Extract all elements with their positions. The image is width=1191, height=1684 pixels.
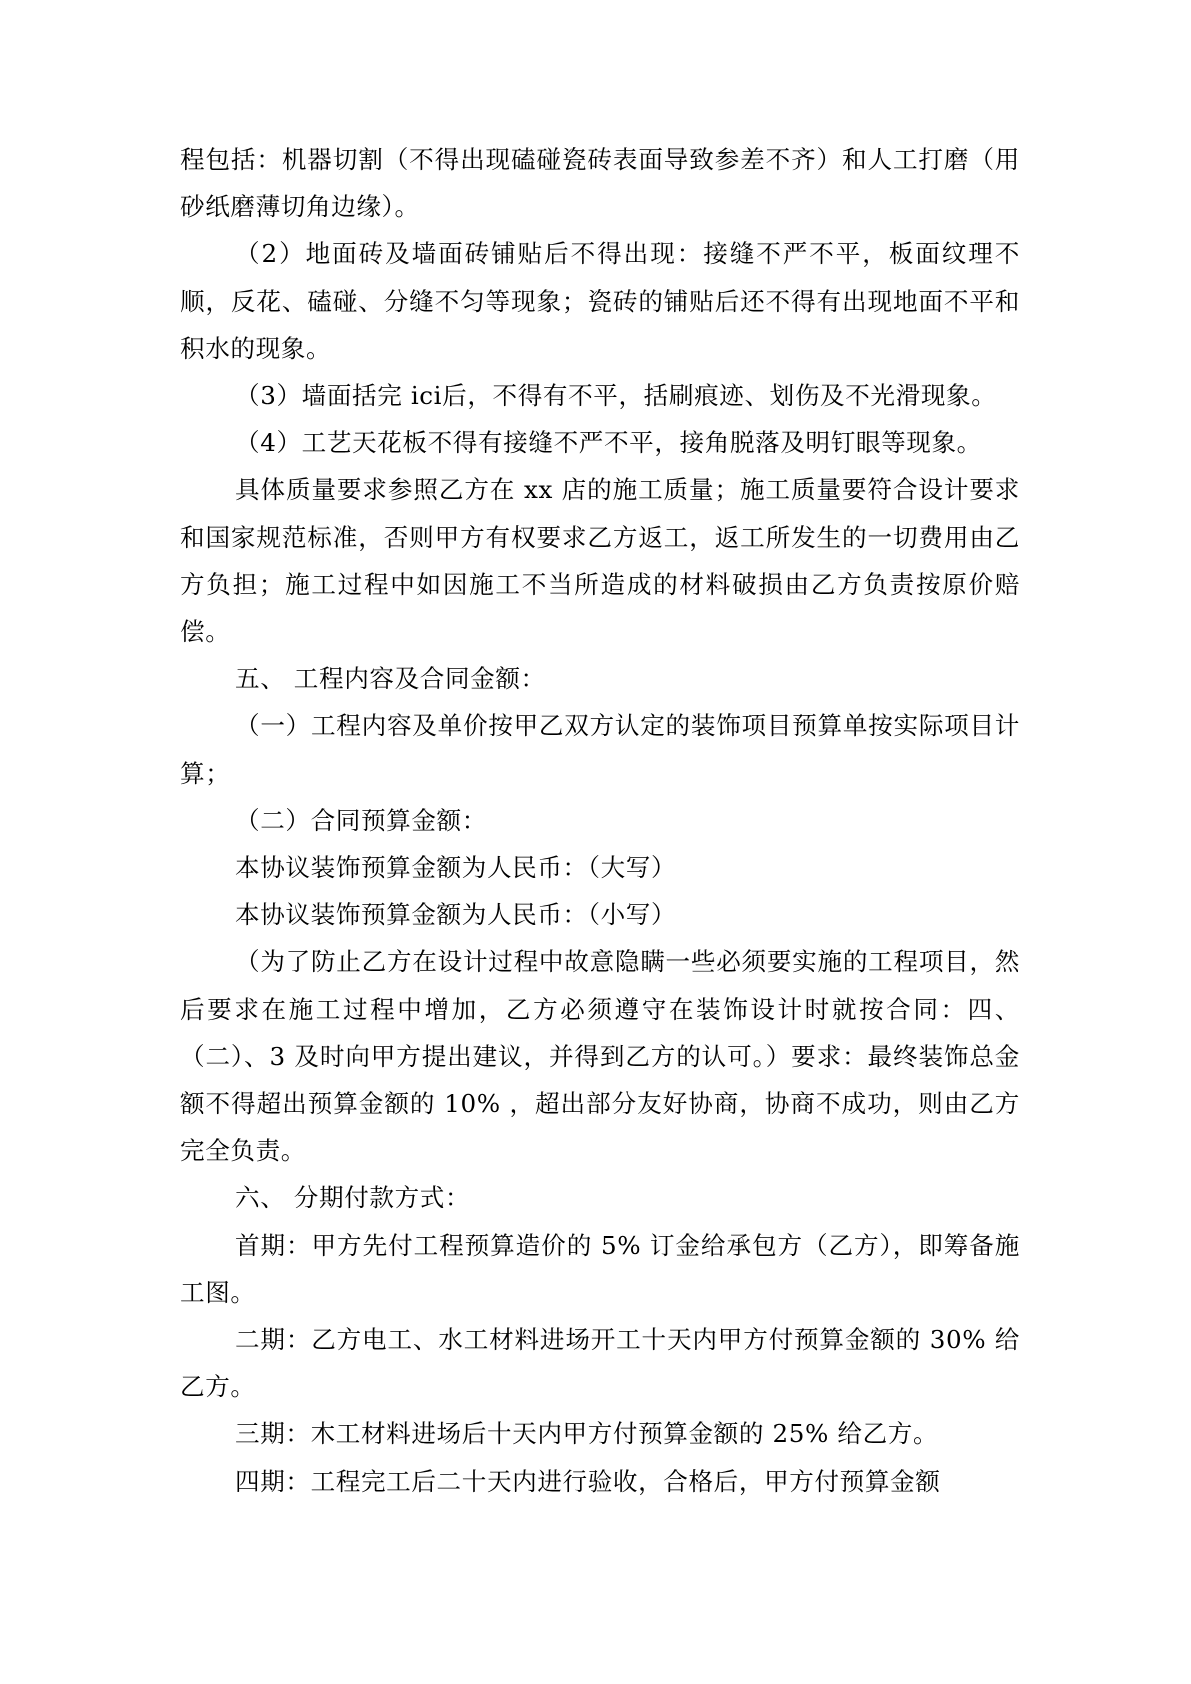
section-heading: 五、 工程内容及合同金额：: [235, 664, 546, 694]
paragraph: （4）工艺天花板不得有接缝不严不平，接角脱落及明钉眼等现象。: [235, 428, 982, 458]
paragraph: 程包括：机器切割（不得出现磕碰瓷砖表面导致参差不齐）和人工打磨（用砂纸磨薄切角边缘）。: [180, 145, 1020, 222]
paragraph: （一）工程内容及单价按甲乙双方认定的装饰项目预算单按实际项目计算；: [180, 711, 1020, 788]
paragraph: 本协议装饰预算金额为人民币：（大写）: [235, 853, 677, 883]
paragraph: 三期：木工材料进场后十天内甲方付预算金额的 25% 给乙方。: [235, 1419, 939, 1449]
paragraph: （为了防止乙方在设计过程中故意隐瞒一些必须要实施的工程项目，然后要求在施工过程中增加，乙方必须遵守在装饰设计时就按合同：四、（二）、3 及时向甲方提出建议，并得到乙方的认可。）要求：最终装饰总金额不得超出预算金额的 10% ，超出部分友好协商，协商不成功，则由乙方完全负责。: [180, 947, 1020, 1166]
paragraph: 二期：乙方电工、水工材料进场开工十天内甲方付预算金额的 30% 给乙方。: [180, 1325, 1020, 1402]
section-heading: 六、 分期付款方式：: [235, 1183, 471, 1213]
paragraph: 四期：工程完工后二十天内进行验收，合格后，甲方付预算金额: [235, 1466, 941, 1496]
paragraph: （二）合同预算金额：: [235, 805, 487, 835]
paragraph: 具体质量要求参照乙方在 xx 店的施工质量；施工质量要符合设计要求和国家规范标准，否则甲方有权要求乙方返工，返工所发生的一切费用由乙方负担；施工过程中如因施工不当所造成的材料破损由乙方负责按原价赔偿。: [180, 475, 1020, 647]
paragraph: （2）地面砖及墙面砖铺贴后不得出现：接缝不严不平，板面纹理不顺，反花、磕碰、分缝不匀等现象；瓷砖的铺贴后还不得有出现地面不平和积水的现象。: [180, 239, 1020, 363]
paragraph: （3）墙面括完 ici后，不得有不平，括刷痕迹、划伤及不光滑现象。: [235, 381, 997, 411]
document-body: [180, 136, 1020, 1505]
paragraph: 本协议装饰预算金额为人民币：（小写）: [235, 900, 677, 930]
paragraph: 首期：甲方先付工程预算造价的 5% 订金给承包方（乙方），即筹备施工图。: [180, 1230, 1020, 1307]
